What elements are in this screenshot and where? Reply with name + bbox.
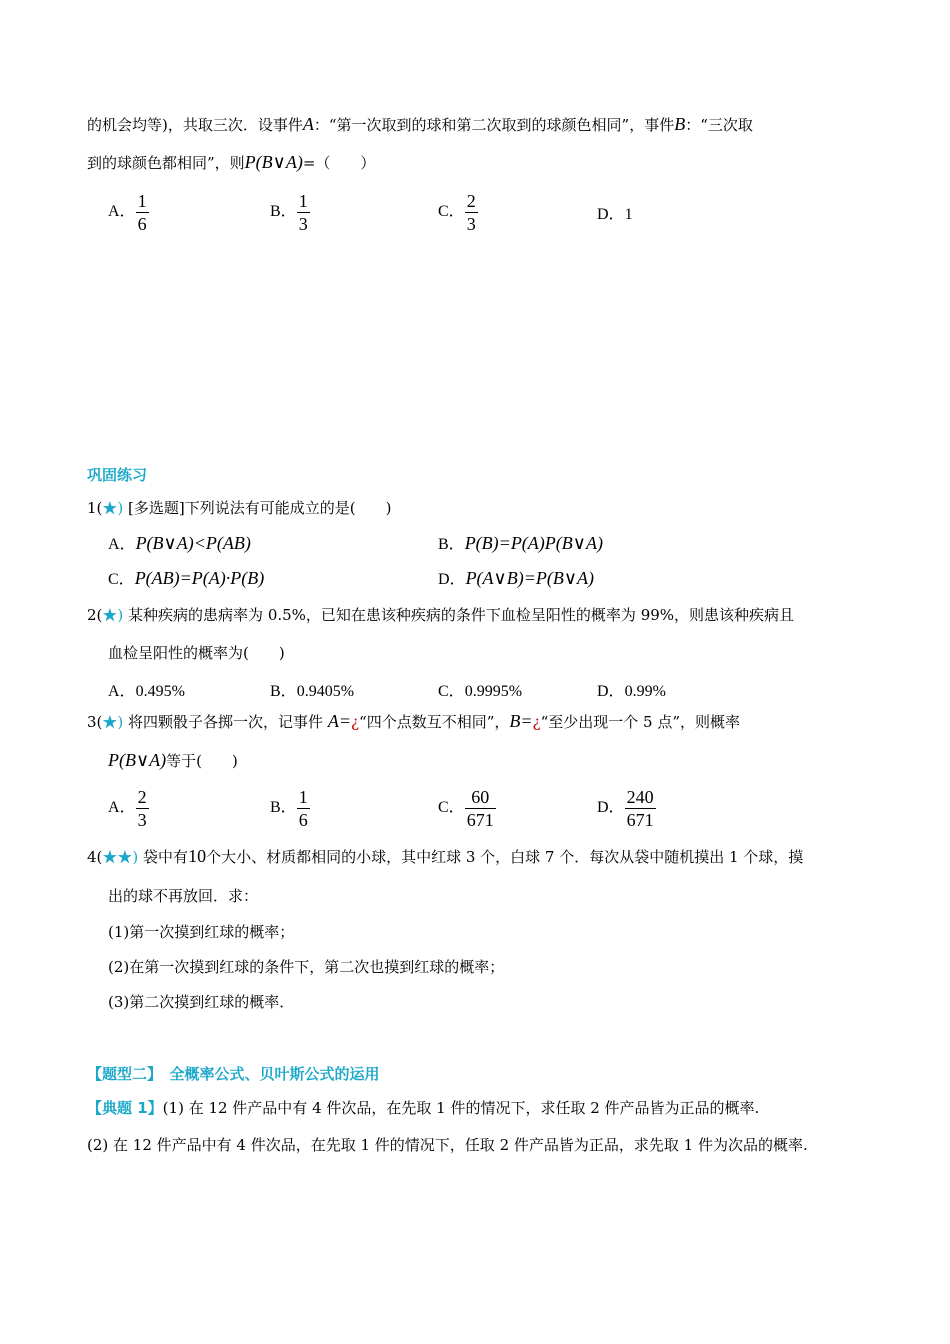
star-icon: ★: [102, 499, 118, 517]
fraction: [136, 190, 149, 235]
denominator: 671: [466, 810, 494, 830]
question-number: 4(: [87, 848, 103, 866]
star-icon: ★: [102, 606, 118, 624]
text: 个大小、材质都相同的小球，其中红球 3 个，白球 7 个．每次从袋中随机摸出 1 个球，摸: [206, 848, 804, 866]
q4-part-2: (2)在第一次摸到红球的条件下，第二次也摸到红球的概率；: [108, 958, 505, 976]
math-expr: P(B∨A): [244, 152, 303, 172]
text: 的机会均等)，共取三次．设事件: [87, 116, 303, 134]
math-number: 10: [188, 846, 207, 866]
text: (1) 在 12 件产品中有 4 件次品，在先取 1 件的情况下，求任取 2 件产品皆为正品的概率.: [162, 1099, 760, 1117]
option-label: D．: [438, 571, 466, 588]
prev-line-1: [87, 114, 753, 135]
event-a: A: [302, 114, 314, 134]
text: ): [117, 499, 124, 517]
type2-title: 【题型二】 全概率公式、贝叶斯公式的运用: [87, 1065, 380, 1083]
option-label: A．: [108, 683, 136, 700]
question-number: 3(: [87, 713, 103, 731]
text: ¿: [350, 713, 360, 731]
denominator: 6: [137, 214, 147, 234]
practice-title: 巩固练习: [87, 466, 148, 484]
text: ¿: [532, 713, 541, 731]
option-label: A．: [108, 203, 136, 221]
option-label: B．: [438, 536, 465, 553]
q1-option-d: [438, 566, 594, 589]
prev-option-c: [438, 190, 478, 235]
q2-option-a: [108, 678, 185, 701]
fraction: [465, 786, 496, 831]
q4-part-3: (3)第二次摸到红球的概率．: [108, 993, 295, 1011]
q2-option-d: [597, 678, 666, 701]
q3-option-b: [270, 786, 310, 831]
option-label: D．: [597, 799, 625, 817]
numerator: 60: [465, 786, 496, 809]
option-label: C．: [438, 799, 465, 817]
text: 袋中有: [138, 848, 189, 866]
denominator: 6: [298, 810, 308, 830]
event-b: B: [674, 114, 686, 134]
math-expr: P(B)=P(A)P(B∨A): [464, 533, 603, 553]
option-value: 0.9405%: [296, 683, 355, 700]
text: 某种疾病的患病率为 0.5%，已知在患该种疾病的条件下血检呈阳性的概率为 99%，则患该种疾病且: [123, 606, 795, 624]
math-expr: P(B∨A): [108, 750, 167, 770]
text: “四个点数互不相同”，: [359, 713, 510, 731]
fraction: [465, 190, 478, 235]
option-label: D．: [597, 683, 625, 700]
example-1-line-1: [87, 1097, 759, 1118]
text: [多选题]下列说法有可能成立的是( ): [123, 499, 392, 517]
numerator: 2: [137, 787, 147, 807]
q1-option-c: [108, 566, 264, 589]
option-value: 0.99%: [624, 683, 666, 700]
question-number: 2(: [87, 606, 103, 624]
denominator: 3: [298, 214, 308, 234]
q2-option-b: [270, 678, 354, 701]
math-expr: P(B∨A)<P(AB): [135, 533, 251, 553]
numerator: 240: [626, 787, 654, 807]
q4-part-1: (1)第一次摸到红球的概率；: [108, 923, 295, 941]
option-label: D．: [597, 206, 625, 223]
q3-option-d: [597, 786, 656, 831]
text: “至少出现一个 5 点”，则概率: [540, 713, 740, 731]
event-b: B=: [509, 711, 533, 731]
numerator: 1: [137, 191, 147, 211]
q2-stem-line-1: [87, 604, 794, 625]
option-value: 1: [624, 206, 633, 223]
question-number: 1(: [87, 499, 103, 517]
example-label: 【典题 1】: [87, 1099, 163, 1117]
q3-option-a: [108, 786, 149, 831]
option-label: C．: [438, 203, 465, 221]
text: 等于( ): [166, 752, 238, 770]
q2-stem-line-2: 血检呈阳性的概率为( ): [108, 644, 285, 662]
text: =（ ）: [302, 154, 376, 172]
q1-option-b: [438, 531, 603, 554]
option-value: 0.495%: [135, 683, 185, 700]
event-a: A=: [327, 711, 351, 731]
denominator: 671: [626, 810, 654, 830]
option-label: A．: [108, 536, 136, 553]
q3-stem-line-2: [108, 750, 238, 771]
text: 将四颗骰子各掷一次，记事件: [123, 713, 328, 731]
numerator: 1: [298, 191, 308, 211]
option-label: B．: [270, 683, 297, 700]
q3-stem-line-1: [87, 711, 740, 732]
text: ): [117, 713, 124, 731]
fraction: [297, 786, 310, 831]
option-label: B．: [270, 203, 297, 221]
prev-line-2: [87, 152, 375, 173]
text: ：“三次取: [685, 116, 753, 134]
denominator: 3: [137, 810, 147, 830]
text: ：“第一次取到的球和第二次取到的球颜色相同”，事件: [313, 116, 675, 134]
star-icon: ★★: [102, 848, 133, 866]
math-expr: P(AB)=P(A)·P(B): [134, 568, 265, 588]
option-value: 0.9995%: [464, 683, 523, 700]
prev-option-a: [108, 190, 149, 235]
prev-option-b: [270, 190, 310, 235]
q4-stem-line-1: [87, 846, 803, 867]
fraction: [625, 786, 656, 831]
denominator: 3: [466, 214, 476, 234]
text: ): [132, 848, 139, 866]
q2-option-c: [438, 678, 522, 701]
q1-option-a: [108, 531, 251, 554]
option-label: B．: [270, 799, 297, 817]
numerator: 2: [466, 191, 476, 211]
text: ): [117, 606, 124, 624]
numerator: 1: [298, 787, 308, 807]
option-label: C．: [438, 683, 465, 700]
option-label: A．: [108, 799, 136, 817]
math-expr: P(A∨B)=P(B∨A): [465, 568, 595, 588]
fraction: [136, 786, 149, 831]
q4-stem-line-2: 出的球不再放回．求：: [108, 887, 259, 905]
option-label: C．: [108, 571, 135, 588]
q3-option-c: [438, 786, 496, 831]
q1-stem: [87, 497, 391, 518]
example-1-line-2: (2) 在 12 件产品中有 4 件次品，在先取 1 件的情况下，任取 2 件产品皆为正品，求先取 1 件为次品的概率.: [87, 1136, 808, 1154]
prev-option-d: [597, 201, 633, 224]
star-icon: ★: [102, 713, 118, 731]
fraction: [297, 190, 310, 235]
text: 到的球颜色都相同”，则: [87, 154, 245, 172]
